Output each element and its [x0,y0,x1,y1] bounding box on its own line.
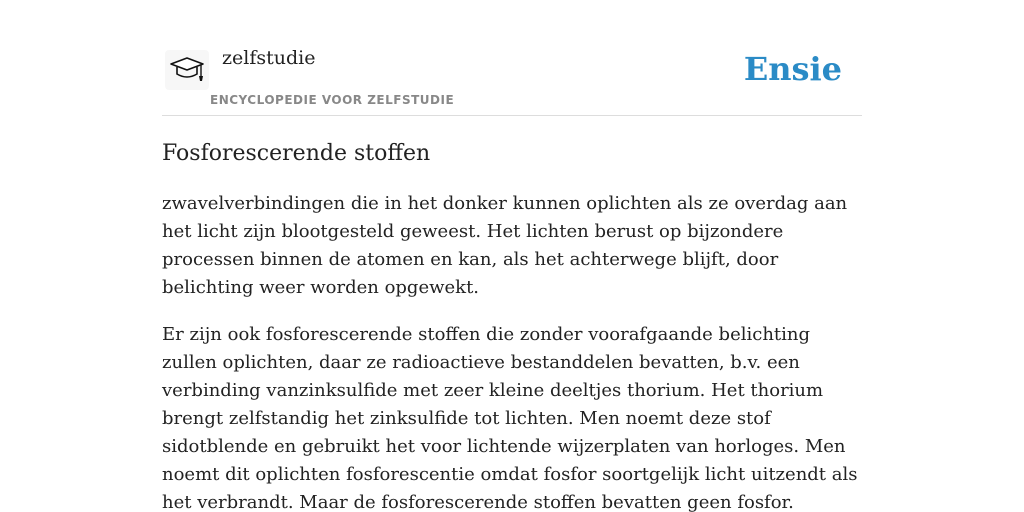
brand-tagline: ENCYCLOPEDIE VOOR ZELFSTUDIE [210,93,455,107]
ensie-logo-link[interactable]: Ensie [743,50,842,88]
article-paragraph-1: zwavelverbindingen die in het donker kunnen oplichten als ze overdag aan het licht zijn blootgesteld geweest. Het lichten berust op bijzondere processen binnen de atomen en kan, als het achterwege blijft, door belichting weer worden opgewekt. [162,193,848,298]
article-paragraph-2: Er zijn ook fosforescerende stoffen die zonder voorafgaande belichting zullen oplichten, daar ze radioactieve bestanddelen bevatten, b.v. een verbinding vanzinksulfide met zeer kleine deeltjes thorium. Het thorium brengt zelfstandig het zinksulfide tot lichten. Men noemt deze stof sidotblende en gebruikt het voor lichtende wijzerplaten van horloges. Men noemt dit oplichten fosforescentie omdat fosfor soortgelijk licht uitzendt als het verbrandt. Maar de fosforescerende stoffen bevatten geen fosfor. [162,324,858,512]
brand-name[interactable]: zelfstudie [222,47,316,69]
article-title: Fosforescerende stoffen [162,141,431,166]
article [162,138,866,512]
graduation-cap-icon [168,55,206,85]
brand-logo-link[interactable] [165,50,209,90]
site-header [162,38,862,116]
